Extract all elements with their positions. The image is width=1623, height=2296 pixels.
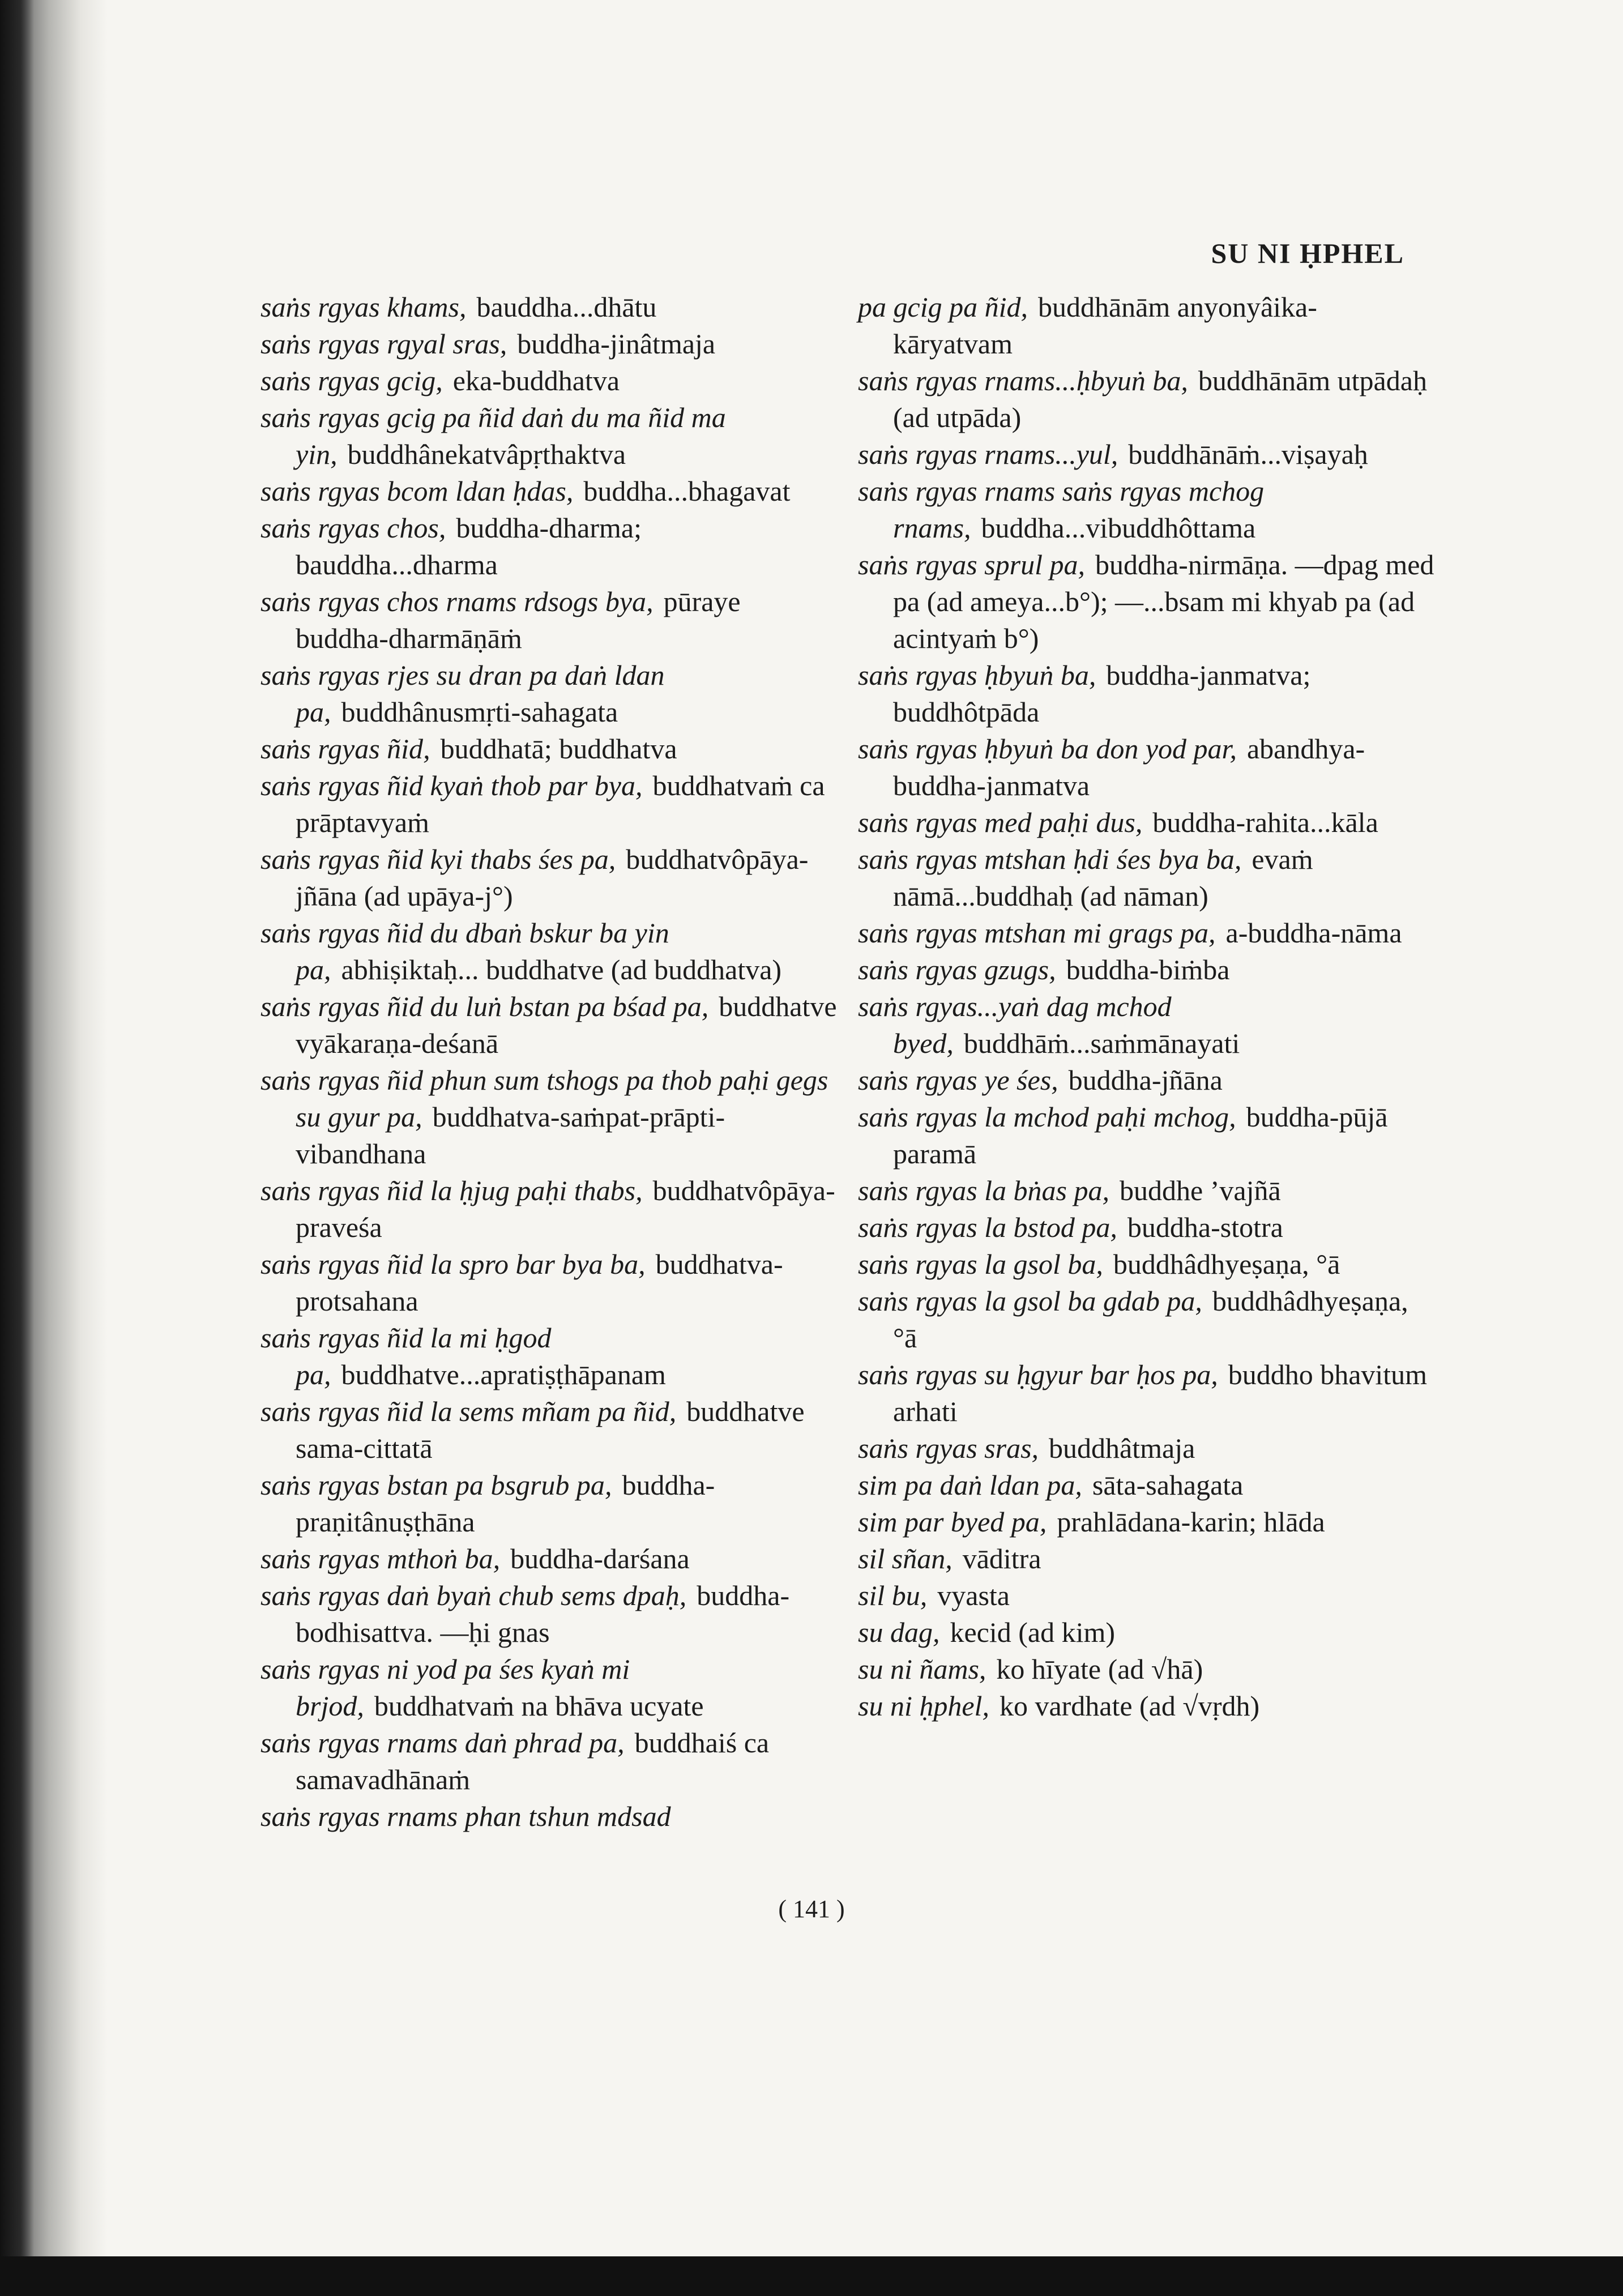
dictionary-entry: [858, 731, 1436, 804]
sanskrit-equivalent: buddhatvôpāya-praveśa: [296, 1175, 835, 1243]
tibetan-headword: saṅs rgyas rnams...ḥbyuṅ ba ,: [858, 365, 1188, 396]
sanskrit-equivalent: buddhānāṁ...viṣayaḥ: [1128, 438, 1368, 470]
sanskrit-equivalent: buddhâdhyeṣaṇa, °ā: [1113, 1248, 1340, 1280]
tibetan-headword: pa gcig pa ñid ,: [858, 291, 1028, 323]
dictionary-entry: [858, 1430, 1436, 1467]
dictionary-entry: [858, 1651, 1436, 1688]
dictionary-entry: [858, 436, 1436, 473]
tibetan-headword: saṅs rgyas mtshan mi grags pa ,: [858, 917, 1216, 949]
dictionary-entry: [858, 988, 1436, 1062]
dictionary-entry: [260, 657, 838, 731]
tibetan-headword: saṅs rgyas med paḥi dus ,: [858, 806, 1142, 838]
sanskrit-equivalent: abhiṣiktaḥ... buddhatve (ad buddhatva): [341, 954, 782, 985]
tibetan-headword: saṅs rgyas bcom ldan ḥdas ,: [260, 475, 573, 507]
dictionary-entry: [260, 289, 838, 326]
sanskrit-equivalent: buddhāṁ...saṁmānayati: [963, 1027, 1240, 1059]
tibetan-headword: saṅs rgyas gzugs ,: [858, 954, 1056, 985]
sanskrit-equivalent: buddhatva-protsahana: [296, 1248, 783, 1317]
right-column: [858, 289, 1436, 1725]
dictionary-entry: [260, 510, 838, 583]
dictionary-entry: [260, 1062, 838, 1172]
tibetan-headword: saṅs rgyas ñid phun sum tshogs pa thob paḥi gegs su gyur pa ,: [260, 1064, 828, 1133]
sanskrit-equivalent: buddhaiś ca samavadhānaṁ: [296, 1727, 770, 1795]
dictionary-entry: [858, 1283, 1436, 1356]
sanskrit-equivalent: buddhānām anyonyâika-kāryatvam: [893, 291, 1317, 360]
tibetan-headword: saṅs rgyas rnams saṅs rgyas mchog rnams ,: [858, 475, 1264, 544]
sanskrit-equivalent: kecid (ad kim): [950, 1616, 1116, 1648]
tibetan-headword: saṅs rgyas la gsol ba gdab pa ,: [858, 1285, 1202, 1317]
tibetan-headword: saṅs rgyas ñid la sems mñam pa ñid ,: [260, 1395, 676, 1427]
dictionary-entry: [858, 1540, 1436, 1577]
book-spine-edge: [0, 0, 34, 2296]
tibetan-headword: su ni ḥphel ,: [858, 1690, 989, 1722]
sanskrit-equivalent: vyasta: [937, 1580, 1010, 1611]
sanskrit-equivalent: buddha-rahita...kāla: [1152, 806, 1378, 838]
dictionary-entry: [260, 841, 838, 915]
tibetan-headword: saṅs rgyas sras ,: [858, 1432, 1039, 1464]
dictionary-entry: [260, 731, 838, 767]
tibetan-headword: saṅs rgyas la gsol ba ,: [858, 1248, 1103, 1280]
tibetan-headword: saṅs rgyas bstan pa bsgrub pa ,: [260, 1469, 612, 1501]
dictionary-entry: [858, 473, 1436, 547]
sanskrit-equivalent: ko hīyate (ad √hā): [996, 1653, 1203, 1685]
dictionary-entry: [858, 1246, 1436, 1283]
page-number: ( 141 ): [778, 1895, 845, 1923]
tibetan-headword: sim pa daṅ ldan pa ,: [858, 1469, 1082, 1501]
sanskrit-equivalent: buddhatā; buddhatva: [440, 733, 677, 765]
tibetan-headword: su ni ñams ,: [858, 1653, 986, 1685]
tibetan-headword: saṅs rgyas ñid la ḥjug paḥi thabs ,: [260, 1175, 643, 1206]
dictionary-entry: [260, 767, 838, 841]
tibetan-headword: saṅs rgyas la bṅas pa ,: [858, 1175, 1109, 1206]
tibetan-headword: saṅs rgyas ḥbyuṅ ba ,: [858, 659, 1096, 691]
sanskrit-equivalent: evaṁ nāmā...buddhaḥ (ad nāman): [893, 843, 1313, 912]
tibetan-headword: saṅs rgyas rjes su dran pa daṅ ldan pa ,: [260, 659, 664, 728]
dictionary-entry: [858, 915, 1436, 951]
tibetan-headword: saṅs rgyas ñid kyaṅ thob par bya ,: [260, 770, 643, 801]
tibetan-headword: sil sñan ,: [858, 1543, 953, 1574]
dictionary-entry: [858, 1356, 1436, 1430]
dictionary-entry: [858, 841, 1436, 915]
sanskrit-equivalent: buddha-praṇitânuṣṭhāna: [296, 1469, 715, 1538]
sanskrit-equivalent: buddhatvôpāya-jñāna (ad upāya-j°): [296, 843, 809, 912]
sanskrit-equivalent: buddha-stotra: [1127, 1211, 1283, 1243]
sanskrit-equivalent: buddhâtmaja: [1049, 1432, 1195, 1464]
dictionary-entry: [858, 1099, 1436, 1172]
sanskrit-equivalent: eka-buddhatva: [452, 365, 620, 396]
dictionary-entry: [858, 657, 1436, 731]
dictionary-entry: [858, 1209, 1436, 1246]
tibetan-headword: saṅs rgyas ye śes ,: [858, 1064, 1058, 1096]
tibetan-headword: saṅs rgyas rgyal sras ,: [260, 328, 507, 360]
sanskrit-equivalent: buddha...vibuddhôttama: [981, 512, 1256, 544]
dictionary-entry: [260, 1172, 838, 1246]
dictionary-entry: [858, 1062, 1436, 1099]
dictionary-entry: [260, 1467, 838, 1540]
tibetan-headword: saṅs rgyas daṅ byaṅ chub sems dpaḥ ,: [260, 1580, 686, 1611]
dictionary-entry: [260, 1540, 838, 1577]
sanskrit-equivalent: buddhânusmṛti-sahagata: [341, 696, 618, 728]
sanskrit-equivalent: a-buddha-nāma: [1225, 917, 1402, 949]
left-column: [260, 289, 838, 1835]
dictionary-entry: [858, 1504, 1436, 1540]
tibetan-headword: saṅs rgyas gcig ,: [260, 365, 443, 396]
sanskrit-equivalent: buddha-janmatva; buddhôtpāda: [893, 659, 1311, 728]
tibetan-headword: saṅs rgyas ḥbyuṅ ba don yod par ,: [858, 733, 1237, 765]
tibetan-headword: saṅs rgyas su ḥgyur bar ḥos pa ,: [858, 1359, 1218, 1390]
dictionary-entry: [858, 289, 1436, 362]
tibetan-headword: saṅs rgyas rnams phan tshun mdsad: [260, 1800, 671, 1832]
dictionary-entry: [260, 583, 838, 657]
dictionary-entry: [858, 1688, 1436, 1725]
sanskrit-equivalent: vāditra: [962, 1543, 1041, 1574]
sanskrit-equivalent: buddhatva-saṁpat-prāpti-vibandhana: [296, 1101, 725, 1170]
dictionary-entry: [260, 1320, 838, 1393]
sanskrit-equivalent: buddhatve vyākaraṇa-deśanā: [296, 991, 837, 1059]
tibetan-headword: saṅs rgyas chos rnams rdsogs bya ,: [260, 586, 654, 617]
dictionary-entry: [260, 473, 838, 510]
sanskrit-equivalent: ko vardhate (ad √vṛdh): [999, 1690, 1260, 1722]
tibetan-headword: saṅs rgyas ñid kyi thabs śes pa ,: [260, 843, 616, 875]
sanskrit-equivalent: buddha-nirmāṇa. —dpag med pa (ad ameya...b°); —...bsam mi khyab pa (ad acintyaṁ b°): [893, 549, 1434, 654]
sanskrit-equivalent: buddhatvaṁ ca prāptavyaṁ: [296, 770, 825, 838]
sanskrit-equivalent: prahlādana-karin; hlāda: [1057, 1506, 1325, 1538]
dictionary-entry: [858, 1172, 1436, 1209]
sanskrit-equivalent: buddha-dharma; bauddha...dharma: [296, 512, 642, 581]
running-head: SU NI ḤPHEL: [1211, 237, 1404, 269]
dictionary-entry: [858, 1577, 1436, 1614]
dictionary-entry: [260, 1798, 838, 1835]
tibetan-headword: saṅs rgyas rnams daṅ phrad pa ,: [260, 1727, 625, 1759]
dictionary-entry: [260, 326, 838, 362]
dictionary-entry: [260, 1393, 838, 1467]
tibetan-headword: saṅs rgyas khams ,: [260, 291, 466, 323]
tibetan-headword: saṅs rgyas chos ,: [260, 512, 446, 544]
sanskrit-equivalent: buddhânekatvâpṛthaktva: [347, 438, 626, 470]
dictionary-entry: [260, 1246, 838, 1320]
sanskrit-equivalent: buddho bhavitum arhati: [893, 1359, 1428, 1427]
dictionary-entry: [858, 547, 1436, 657]
sanskrit-equivalent: buddhatve...apratiṣṭhāpanam: [341, 1359, 666, 1390]
dictionary-entry: [858, 951, 1436, 988]
sanskrit-equivalent: buddhâdhyeṣaṇa, °ā: [893, 1285, 1408, 1354]
sanskrit-equivalent: buddha-biṁba: [1066, 954, 1230, 985]
sanskrit-equivalent: buddhatve sama-cittatā: [296, 1395, 805, 1464]
dictionary-entry: [260, 1725, 838, 1798]
dictionary-entry: [858, 362, 1436, 436]
tibetan-headword: su dag ,: [858, 1616, 939, 1648]
tibetan-headword: sim par byed pa ,: [858, 1506, 1047, 1538]
dictionary-entry: [858, 1614, 1436, 1651]
sanskrit-equivalent: buddha-jinâtmaja: [517, 328, 716, 360]
sanskrit-equivalent: buddhe ’vajñā: [1120, 1175, 1281, 1206]
sanskrit-equivalent: sāta-sahagata: [1092, 1469, 1244, 1501]
sanskrit-equivalent: buddha-pūjā paramā: [893, 1101, 1388, 1170]
scan-bottom-edge: [0, 2256, 1623, 2296]
sanskrit-equivalent: buddha...bhagavat: [583, 475, 791, 507]
tibetan-headword: saṅs rgyas rnams...yul ,: [858, 438, 1118, 470]
tibetan-headword: saṅs rgyas mthoṅ ba ,: [260, 1543, 500, 1574]
dictionary-entry: [260, 1651, 838, 1725]
tibetan-headword: saṅs rgyas sprul pa ,: [858, 549, 1085, 581]
tibetan-headword: saṅs rgyas ñid la mi ḥgod pa ,: [260, 1322, 551, 1390]
sanskrit-equivalent: buddha-darśana: [510, 1543, 690, 1574]
sanskrit-equivalent: abandhya-buddha-janmatva: [893, 733, 1365, 801]
dictionary-entry: [858, 1467, 1436, 1504]
sanskrit-equivalent: buddha-jñāna: [1068, 1064, 1223, 1096]
tibetan-headword: saṅs rgyas ñid du dbaṅ bskur ba yin pa ,: [260, 917, 669, 985]
dictionary-entry: [260, 1577, 838, 1651]
sanskrit-equivalent: buddhānām utpādaḥ (ad utpāda): [893, 365, 1427, 433]
sanskrit-equivalent: bauddha...dhātu: [476, 291, 657, 323]
sanskrit-equivalent: buddhatvaṁ na bhāva ucyate: [374, 1690, 704, 1722]
tibetan-headword: saṅs rgyas la mchod paḥi mchog ,: [858, 1101, 1236, 1133]
tibetan-headword: saṅs rgyas ni yod pa śes kyaṅ mi brjod ,: [260, 1653, 630, 1722]
sanskrit-equivalent: pūraye buddha-dharmāṇāṁ: [296, 586, 741, 654]
tibetan-headword: saṅs rgyas ñid ,: [260, 733, 430, 765]
tibetan-headword: saṅs rgyas ñid du luṅ bstan pa bśad pa ,: [260, 991, 708, 1022]
tibetan-headword: saṅs rgyas la bstod pa ,: [858, 1211, 1117, 1243]
tibetan-headword: saṅs rgyas mtshan ḥdi śes bya ba ,: [858, 843, 1241, 875]
dictionary-entry: [260, 399, 838, 473]
dictionary-entry: [260, 915, 838, 988]
tibetan-headword: saṅs rgyas gcig pa ñid daṅ du ma ñid ma yin ,: [260, 402, 726, 470]
dictionary-entry: [260, 988, 838, 1062]
sanskrit-equivalent: buddha-bodhisattva. —ḥi gnas: [296, 1580, 790, 1648]
tibetan-headword: saṅs rgyas...yaṅ dag mchod byed ,: [858, 991, 1172, 1059]
tibetan-headword: saṅs rgyas ñid la spro bar bya ba ,: [260, 1248, 646, 1280]
dictionary-entry: [858, 804, 1436, 841]
dictionary-entry: [260, 362, 838, 399]
tibetan-headword: sil bu ,: [858, 1580, 927, 1611]
